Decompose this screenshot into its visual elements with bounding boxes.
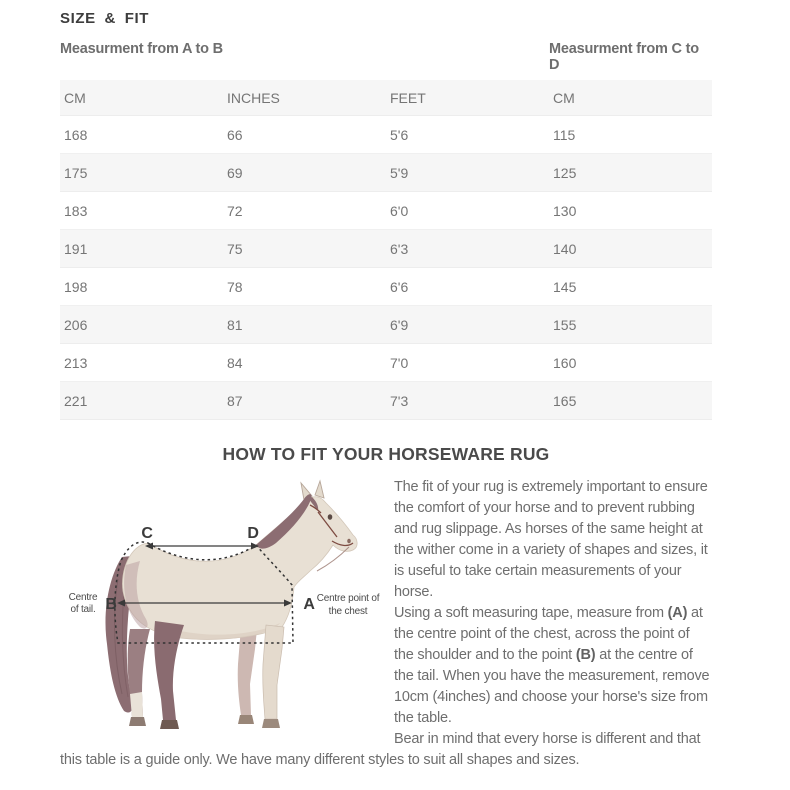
table-cell: 130 bbox=[553, 202, 577, 219]
table-cell: 69 bbox=[227, 164, 243, 181]
table-cell: 160 bbox=[553, 354, 577, 371]
table-row bbox=[60, 230, 712, 268]
table-row bbox=[60, 268, 712, 306]
column-header: CM bbox=[64, 89, 86, 106]
label-a: A bbox=[303, 596, 315, 613]
table-cell: 140 bbox=[553, 240, 577, 257]
text-segment: Bear in mind that every horse is different and that this table is a guide only. We have many different styles to suit all shapes and sizes. bbox=[60, 731, 701, 768]
cd-arrow bbox=[145, 543, 259, 550]
size-table-body bbox=[60, 116, 712, 420]
table-cell: 7'3 bbox=[390, 392, 409, 409]
table-cell: 213 bbox=[64, 354, 88, 371]
label-b: B bbox=[105, 596, 117, 613]
table-row bbox=[60, 192, 712, 230]
table-cell: 6'3 bbox=[390, 240, 409, 257]
measurement-group-headers bbox=[60, 41, 712, 73]
table-cell: 155 bbox=[553, 316, 577, 333]
table-cell: 183 bbox=[64, 202, 88, 219]
table-cell: 175 bbox=[64, 164, 88, 181]
table-cell: 168 bbox=[64, 126, 88, 143]
table-cell: 125 bbox=[553, 164, 577, 181]
bold-text: (A) bbox=[667, 605, 688, 621]
table-cell: 72 bbox=[227, 202, 243, 219]
table-cell: 5'6 bbox=[390, 126, 409, 143]
section-title: SIZE & FIT bbox=[60, 10, 149, 27]
table-cell: 198 bbox=[64, 278, 88, 295]
label-d: D bbox=[247, 525, 259, 542]
label-c: C bbox=[141, 525, 153, 542]
table-cell: 75 bbox=[227, 240, 243, 257]
text-segment: at the centre of the tail. When you have the measurement, remove 10cm (4inches) and choose your horse's size from the table. bbox=[394, 647, 710, 726]
column-header: FEET bbox=[390, 89, 426, 106]
text-segment: at the centre point of the chest, across the point of the shoulder and to the point bbox=[394, 605, 703, 663]
table-cell: 5'9 bbox=[390, 164, 409, 181]
table-row bbox=[60, 306, 712, 344]
table-cell: 7'0 bbox=[390, 354, 409, 371]
table-cell: 78 bbox=[227, 278, 243, 295]
table-row bbox=[60, 116, 712, 154]
horse-measurement-diagram bbox=[60, 479, 392, 749]
table-cell: 81 bbox=[227, 316, 243, 333]
table-cell: 6'0 bbox=[390, 202, 409, 219]
table-cell: 206 bbox=[64, 316, 88, 333]
tail-caption-line2: of tail. bbox=[70, 604, 96, 615]
table-cell: 191 bbox=[64, 240, 88, 257]
size-fit-page bbox=[60, 0, 712, 771]
table-cell: 66 bbox=[227, 126, 243, 143]
horse-eye bbox=[328, 514, 333, 520]
table-cell: 165 bbox=[553, 392, 577, 409]
chest-caption-line1: Centre point of bbox=[316, 593, 380, 604]
table-cell: 87 bbox=[227, 392, 243, 409]
horse-nostril bbox=[347, 539, 351, 544]
size-table-header bbox=[60, 80, 712, 116]
group-header-c-to-d: Measurment from C to D bbox=[549, 41, 699, 73]
table-row bbox=[60, 344, 712, 382]
horse-far-legs bbox=[128, 627, 257, 726]
table-cell: 84 bbox=[227, 354, 243, 371]
table-row bbox=[60, 382, 712, 420]
chest-caption-line2: the chest bbox=[328, 606, 368, 617]
tail-caption-line1: Centre bbox=[68, 592, 98, 603]
column-header: INCHES bbox=[227, 89, 280, 106]
table-cell: 145 bbox=[553, 278, 577, 295]
bold-text: (B) bbox=[575, 647, 596, 663]
table-cell: 6'6 bbox=[390, 278, 409, 295]
fit-guide-body bbox=[60, 477, 712, 771]
text-segment: Using a soft measuring tape, measure from bbox=[394, 605, 668, 621]
table-cell: 221 bbox=[64, 392, 88, 409]
group-header-a-to-b: Measurment from A to B bbox=[60, 41, 223, 57]
table-cell: 6'9 bbox=[390, 316, 409, 333]
column-header: CM bbox=[553, 89, 575, 106]
text-segment: The fit of your rug is extremely important to ensure the comfort of your horse and to prevent rubbing and rug slippage. As horses of the same height at the wither come in a variety of shapes and sizes, it is useful to take certain measurements of your horse. bbox=[394, 479, 708, 600]
table-cell: 115 bbox=[553, 126, 576, 143]
table-row bbox=[60, 154, 712, 192]
fit-guide-heading: HOW TO FIT YOUR HORSEWARE RUG bbox=[222, 444, 550, 464]
